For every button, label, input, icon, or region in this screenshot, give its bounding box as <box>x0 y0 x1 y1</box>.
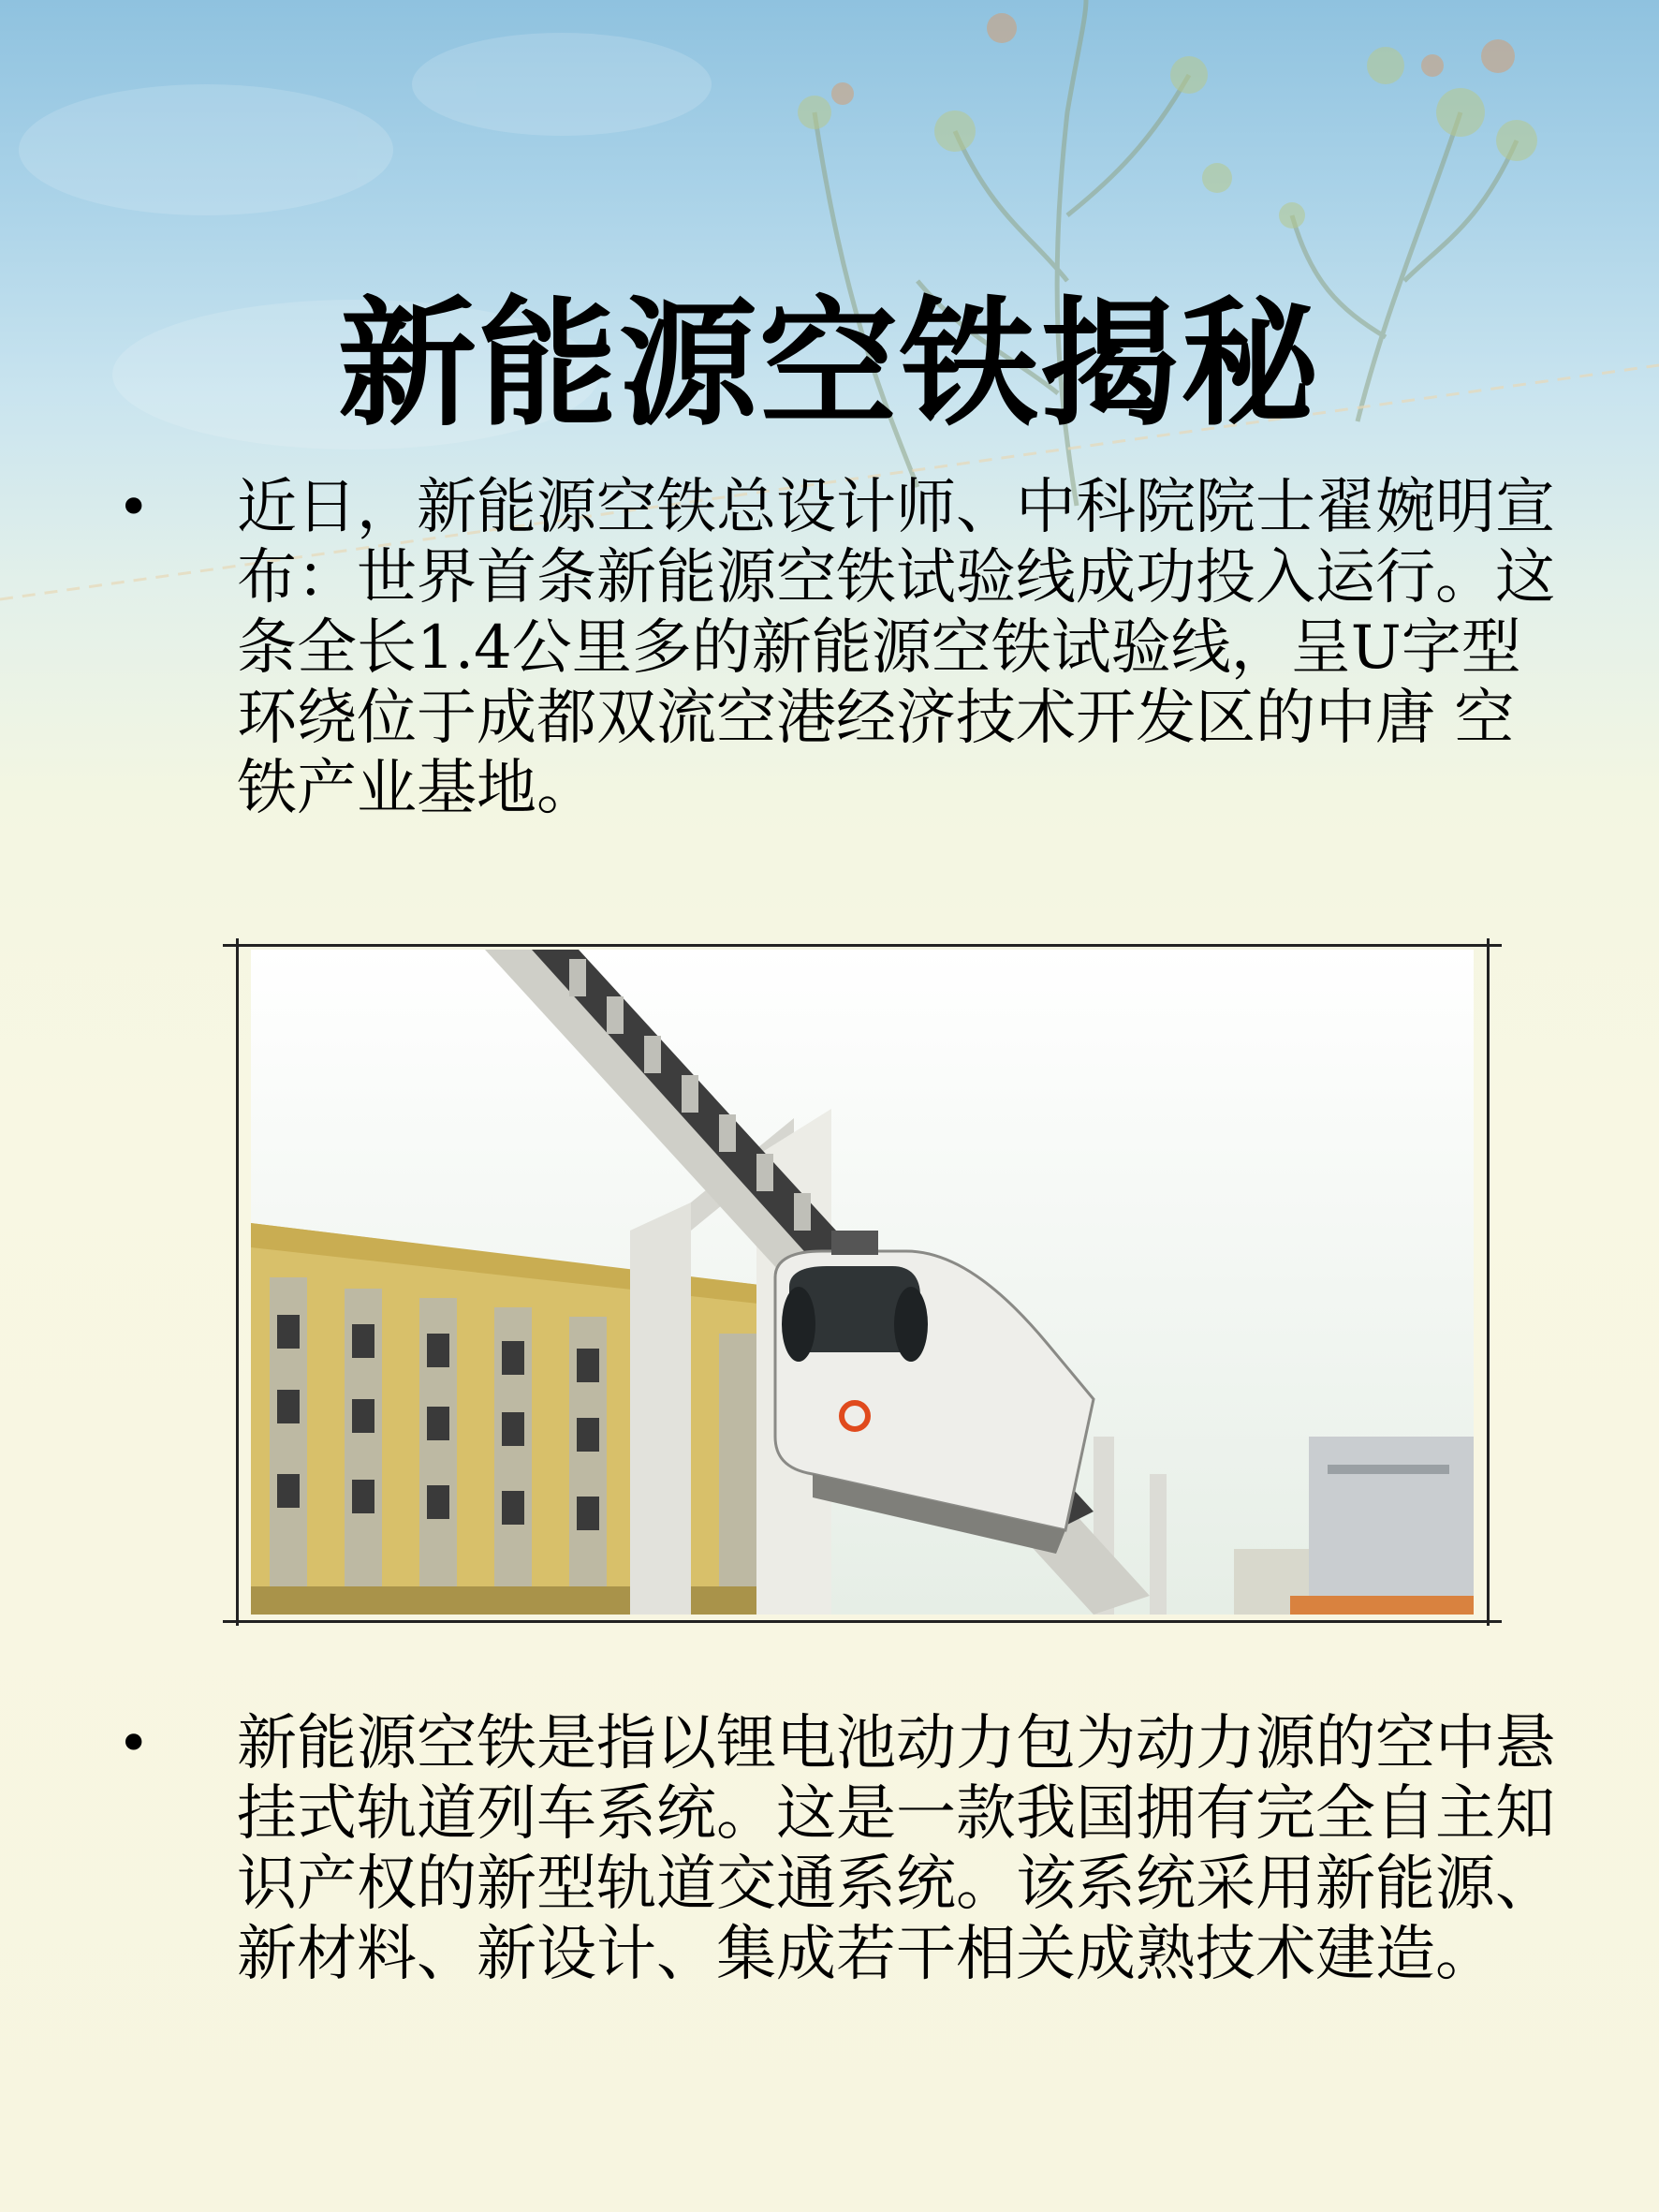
bullet-icon: • <box>117 1711 151 1777</box>
bullet-text: 近日，新能源空铁总设计师、中科院院士翟婉明宣布：世界首条新能源空铁试验线成功投入运行。这条全长1.4公里多的新能源空铁试验线，呈U字型环绕位于成都双流空港经济技术开发区的中唐 空铁产业基地。 <box>237 473 1555 823</box>
photo-frame <box>223 938 1502 1626</box>
page-title: 新能源空铁揭秘 <box>338 284 1321 446</box>
monorail-photo <box>251 950 1474 1615</box>
bullet-text: 新能源空铁是指以锂电池动力包为动力源的空中悬挂式轨道列车系统。这是一款我国拥有完全自主知识产权的新型轨道交通系统。该系统采用新能源、新材料、新设计、集成若干相关成熟技术建造。 <box>237 1709 1555 1989</box>
bullet-icon: • <box>117 475 151 540</box>
